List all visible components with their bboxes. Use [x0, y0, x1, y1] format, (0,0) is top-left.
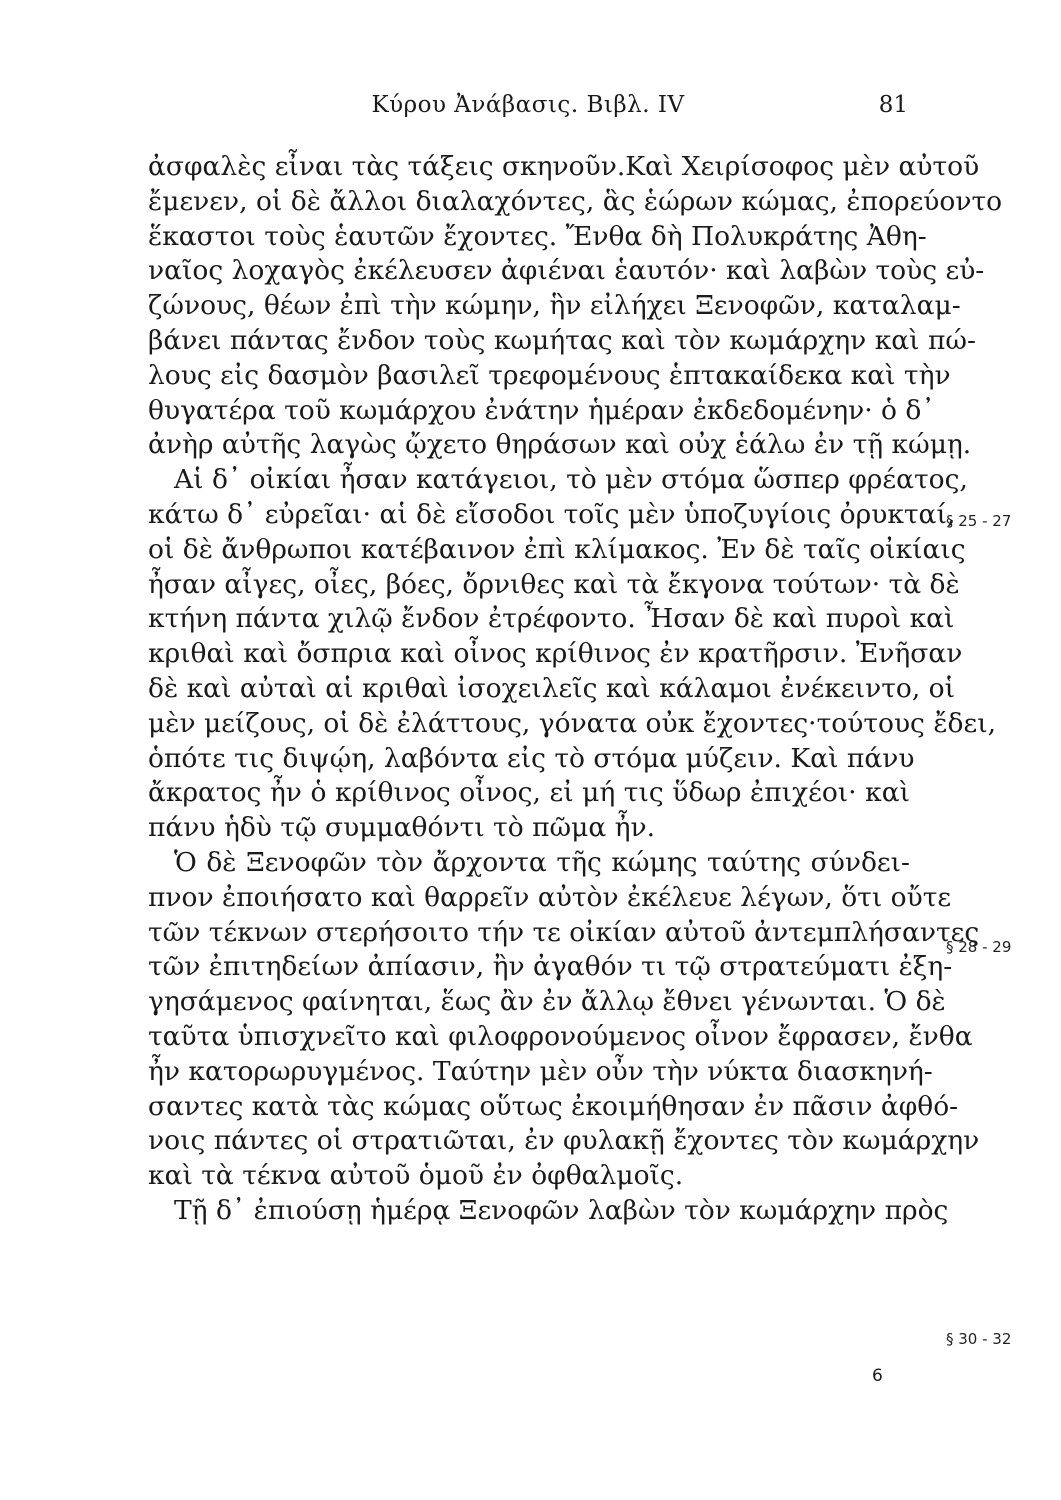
text-line: Αἱ δ᾽ οἰκίαι ἦσαν κατάγειοι, τὸ μὲν στόμα ὥσπερ φρέατος, — [174, 464, 968, 496]
text-line: Ὁ δὲ Ξενοφῶν τὸν ἄρχοντα τῆς κώμης ταύτης σύνδει- — [174, 847, 910, 878]
text-line: μὲν μείζους, οἱ δὲ ἐλάττους, γόνατα οὐκ ἔχοντες·τούτους ἔδει, — [148, 707, 997, 739]
text-line: θυγατέρα τοῦ κωμάρχου ἐνάτην ἡμέραν ἐκδεδομένην· ὁ δ᾽ — [148, 394, 935, 426]
section-note-30-32: § 30 - 32 — [946, 1330, 1012, 1348]
text-line: δὲ καὶ αὐταὶ αἱ κριθαὶ ἰσοχειλεῖς καὶ κάλαμοι ἐνέκειντο, οἱ — [148, 673, 956, 704]
text-line: νοις πάντες οἱ στρατιῶται, ἐν φυλακῇ ἔχοντες τὸν κωμάρχην — [148, 1125, 980, 1157]
text-line: κάτω δ᾽ εὐρεῖαι· αἱ δὲ εἴσοδοι τοῖς μὲν ὑποζυγίοις ὀρυκταί, — [148, 499, 956, 530]
text-line: κτήνη πάντα χιλῷ ἔνδον ἐτρέφοντο. Ἦσαν δὲ καὶ πυροὶ καὶ — [148, 603, 955, 635]
text-line: Τῇ δ᾽ ἐπιούσῃ ἡμέρᾳ Ξενοφῶν λαβὼν τὸν κωμάρχην πρὸς — [174, 1195, 949, 1226]
text-line: ἦσαν αἶγες, οἶες, βόες, ὄρνιθες καὶ τὰ ἔκγονα τούτων· τὰ δὲ — [148, 568, 960, 600]
text-line: βάνει πάντας ἔνδον τοὺς κωμήτας καὶ τὸν κωμάρχην καὶ πώ- — [148, 325, 976, 356]
header-title: Κύρου Ἀνάβασις. Βιβλ. IV — [371, 92, 685, 118]
text-line: κριθαὶ καὶ ὄσπρια καὶ οἶνος κρίθινος ἐν κρατῆρσιν. Ἐνῆσαν — [148, 638, 963, 670]
text-line: γησάμενος φαίνηται, ἕως ἂν ἐν ἄλλῳ ἔθνει γένωνται. Ὁ δὲ — [148, 986, 946, 1018]
text-line: ὁπότε τις διψῴη, λαβόντα εἰς τὸ στόμα μύζειν. Καὶ πάνυ — [148, 742, 915, 774]
text-line: λους εἰς δασμὸν βασιλεῖ τρεφομένους ἑπτακαίδεκα καὶ τὴν — [148, 359, 951, 391]
text-line: ταῦτα ὑπισχνεῖτο καὶ φιλοφρονούμενος οἶνον ἔφρασεν, ἔνθα — [148, 1021, 973, 1052]
text-line: καὶ τὰ τέκνα αὐτοῦ ὁμοῦ ἐν ὀφθαλμοῖς. — [148, 1160, 684, 1192]
section-note-28-29: § 28 - 29 — [946, 938, 1012, 956]
text-line: ἕκαστοι τοὺς ἑαυτῶν ἔχοντες. Ἔνθα δὴ Πολυκράτης Ἀθη- — [148, 220, 927, 252]
text-line: πάνυ ἡδὺ τῷ συμμαθόντι τὸ πῶμα ἦν. — [148, 812, 656, 844]
running-header — [148, 92, 908, 128]
text-line: ἀσφαλὲς εἶναι τὰς τάξεις σκηνοῦν.Καὶ Χειρίσοφος μὲν αὐτοῦ — [148, 151, 980, 182]
text-line: τῶν ἐπιτηδείων ἀπίασιν, ἢν ἀγαθόν τι τῷ στρατεύματι ἐξη- — [148, 951, 953, 983]
text-line: σαντες κατὰ τὰς κώμας οὕτως ἐκοιμήθησαν ἐν πᾶσιν ἀφθό- — [148, 1090, 959, 1122]
text-line: τῶν τέκνων στερήσοιτο τήν τε οἰκίαν αὐτοῦ ἀντεμπλήσαντες — [148, 916, 980, 948]
text-line: ζώνους, θέων ἐπὶ τὴν κώμην, ἣν εἰλήχει Ξενοφῶν, καταλαμ- — [148, 290, 961, 322]
text-line: ἔμενεν, οἱ δὲ ἄλλοι διαλαχόντες, ἃς ἑώρων κώμας, ἐπορεύοντο — [148, 185, 1003, 217]
text-line: οἱ δὲ ἄνθρωποι κατέβαινον ἐπὶ κλίμακος. Ἐν δὲ ταῖς οἰκίαις — [148, 533, 966, 565]
page-number: 81 — [878, 92, 908, 118]
section-note-25-27: § 25 - 27 — [946, 512, 1012, 530]
text-line: πνον ἐποιήσατο καὶ θαρρεῖν αὐτὸν ἐκέλευε λέγων, ὅτι οὔτε — [148, 881, 952, 913]
text-line: ἄκρατος ἦν ὁ κρίθινος οἶνος, εἰ μή τις ὕδωρ ἐπιχέοι· καὶ — [148, 777, 910, 809]
signature-mark: 6 — [872, 1366, 883, 1386]
text-line: ἦν κατορωρυγμένος. Ταύτην μὲν οὖν τὴν νύκτα διασκηνή- — [148, 1055, 933, 1087]
text-line: ναῖος λοχαγὸς ἐκέλευσεν ἀφιέναι ἑαυτόν· καὶ λαβὼν τοὺς εὐ- — [148, 255, 985, 287]
text-line: ἀνὴρ αὐτῆς λαγὼς ᾤχετο θηράσων καὶ οὐχ ἑάλω ἐν τῇ κώμῃ. — [148, 429, 972, 461]
